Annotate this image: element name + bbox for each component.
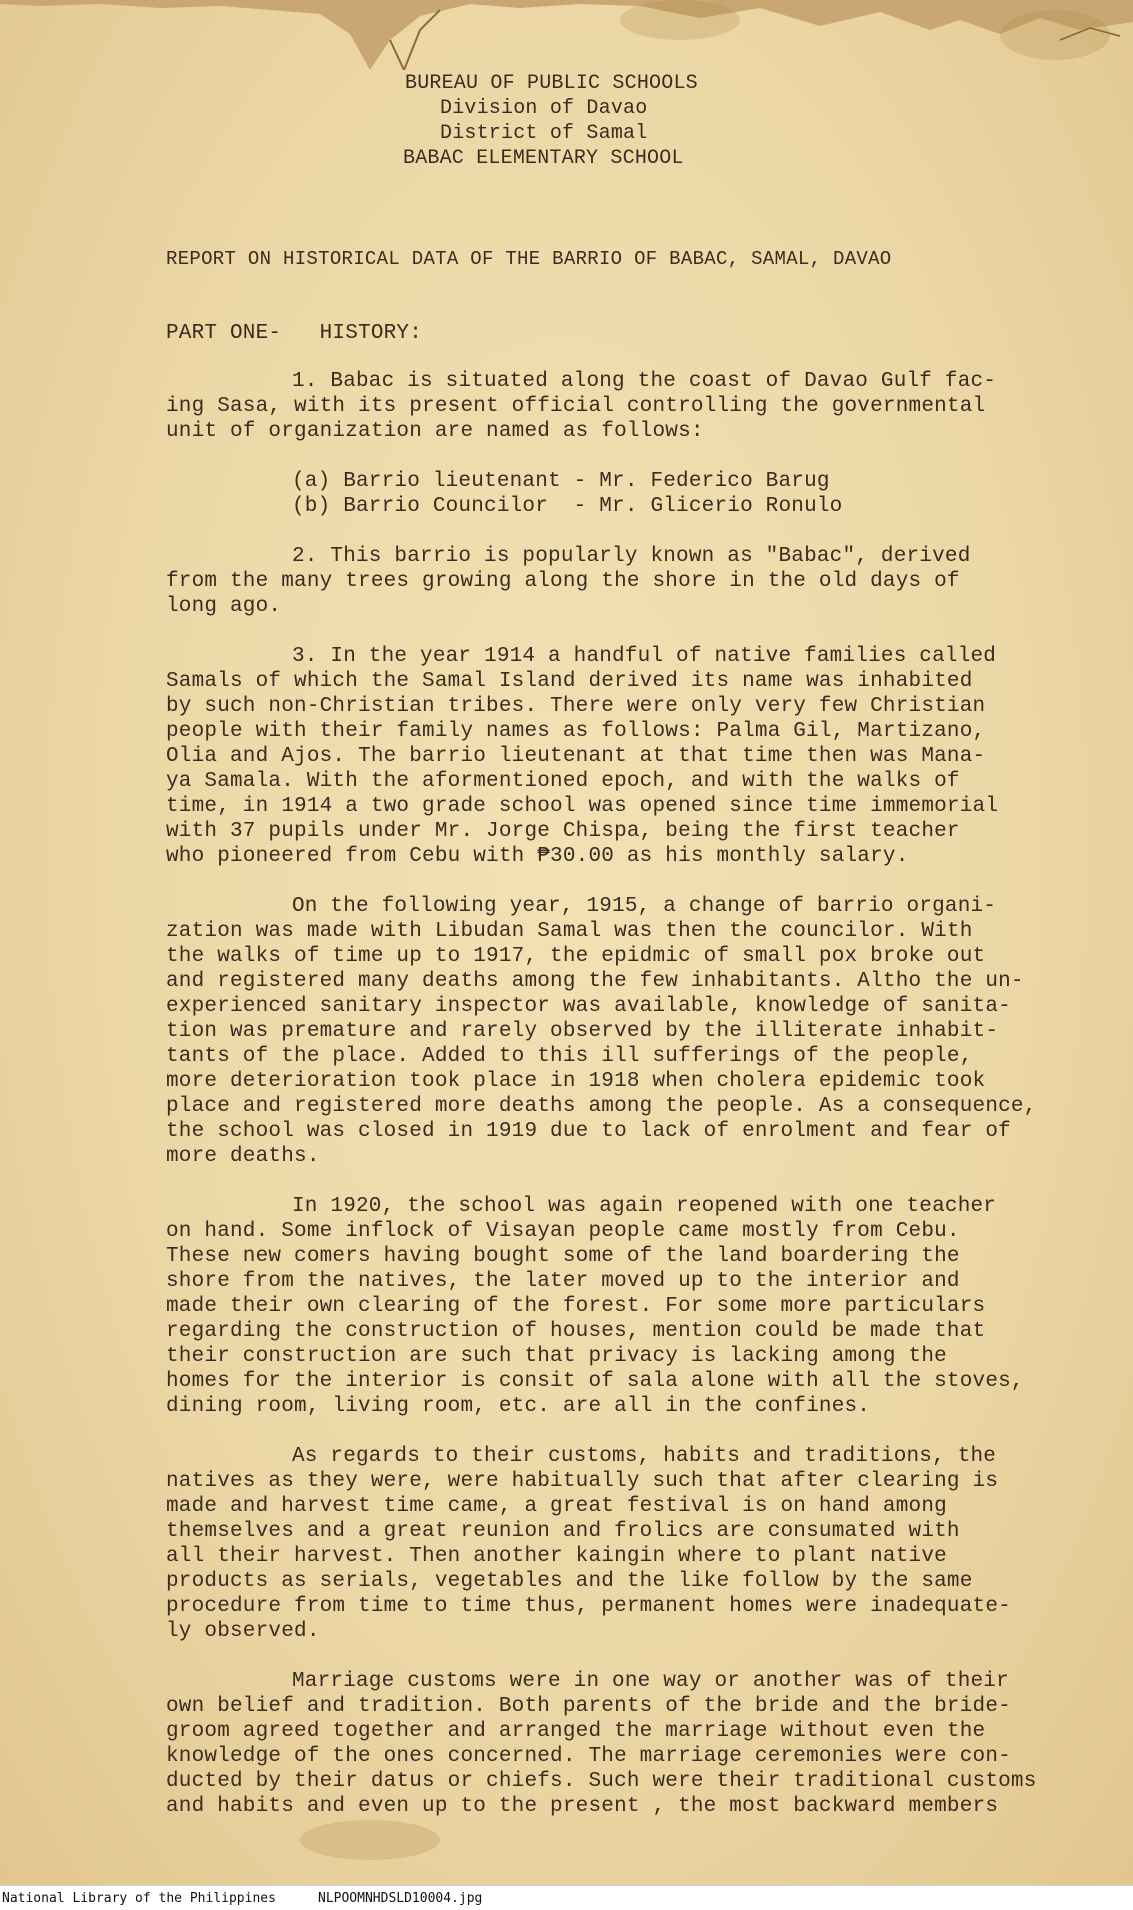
body-line: the school was closed in 1919 due to lack of enrolment and fear of bbox=[166, 1120, 1011, 1143]
body-line: and habits and even up to the present , the most backward members bbox=[166, 1795, 999, 1818]
body-line: their construction are such that privacy is lacking among the bbox=[166, 1345, 947, 1368]
body-line: procedure from time to time thus, permanent homes were inadequate- bbox=[166, 1595, 1011, 1618]
header-division: Division of Davao bbox=[440, 97, 648, 120]
body-line: homes for the interior is consit of sala alone with all the stoves, bbox=[166, 1370, 1024, 1393]
body-line: from the many trees growing along the shore in the old days of bbox=[166, 570, 960, 593]
body-line: ducted by their datus or chiefs. Such were their traditional customs bbox=[166, 1770, 1037, 1793]
body-line: with 37 pupils under Mr. Jorge Chispa, being the first teacher bbox=[166, 820, 960, 843]
body-line: regarding the construction of houses, mention could be made that bbox=[166, 1320, 986, 1343]
header-school: BABAC ELEMENTARY SCHOOL bbox=[403, 147, 684, 170]
body-line: ing Sasa, with its present official controlling the governmental bbox=[166, 395, 986, 418]
body-line: more deaths. bbox=[166, 1145, 320, 1168]
part-heading: PART ONE- HISTORY: bbox=[166, 322, 423, 345]
body-line: (a) Barrio lieutenant - Mr. Federico Barug bbox=[292, 470, 830, 493]
body-line: on hand. Some inflock of Visayan people came mostly from Cebu. bbox=[166, 1220, 960, 1243]
body-line: 3. In the year 1914 a handful of native families called bbox=[292, 645, 997, 668]
body-line: natives as they were, were habitually such that after clearing is bbox=[166, 1470, 999, 1493]
body-line: groom agreed together and arranged the marriage without even the bbox=[166, 1720, 986, 1743]
paper-stain bbox=[300, 1820, 440, 1860]
paper-stain bbox=[620, 0, 740, 40]
body-line: (b) Barrio Councilor - Mr. Glicerio Ronulo bbox=[292, 495, 843, 518]
body-line: ly observed. bbox=[166, 1620, 320, 1643]
body-line: made their own clearing of the forest. For some more particulars bbox=[166, 1295, 986, 1318]
body-line: As regards to their customs, habits and traditions, the bbox=[292, 1445, 997, 1468]
body-line: 1. Babac is situated along the coast of Davao Gulf fac- bbox=[292, 370, 997, 393]
paper-stain bbox=[1000, 10, 1110, 60]
body-line: themselves and a great reunion and frolics are consumated with bbox=[166, 1520, 960, 1543]
body-line: long ago. bbox=[166, 595, 282, 618]
header-district: District of Samal bbox=[440, 122, 648, 145]
body-line: and registered many deaths among the few inhabitants. Altho the un- bbox=[166, 970, 1024, 993]
body-line: tants of the place. Added to this ill sufferings of the people, bbox=[166, 1045, 973, 1068]
body-line: all their harvest. Then another kaingin where to plant native bbox=[166, 1545, 947, 1568]
body-line: shore from the natives, the later moved up to the interior and bbox=[166, 1270, 960, 1293]
body-line: Marriage customs were in one way or another was of their bbox=[292, 1670, 1009, 1693]
body-line: dining room, living room, etc. are all in the confines. bbox=[166, 1395, 871, 1418]
footer-filename: NLPOOMNHDSLD10004.jpg bbox=[318, 1891, 483, 1906]
body-line: tion was premature and rarely observed by the illiterate inhabit- bbox=[166, 1020, 999, 1043]
body-line: unit of organization are named as follows: bbox=[166, 420, 704, 443]
body-line: own belief and tradition. Both parents of the bride and the bride- bbox=[166, 1695, 1011, 1718]
body-line: products as serials, vegetables and the like follow by the same bbox=[166, 1570, 973, 1593]
torn-top-edge bbox=[0, 0, 1133, 70]
report-title: REPORT ON HISTORICAL DATA OF THE BARRIO OF BABAC, SAMAL, DAVAO bbox=[166, 248, 892, 270]
body-line: These new comers having bought some of the land boardering the bbox=[166, 1245, 960, 1268]
body-line: made and harvest time came, a great festival is on hand among bbox=[166, 1495, 947, 1518]
archive-footer bbox=[0, 1885, 1133, 1910]
body-line: Samals of which the Samal Island derived its name was inhabited bbox=[166, 670, 973, 693]
footer-library: National Library of the Philippines bbox=[2, 1891, 276, 1906]
body-line: experienced sanitary inspector was available, knowledge of sanita- bbox=[166, 995, 1011, 1018]
body-line: knowledge of the ones concerned. The marriage ceremonies were con- bbox=[166, 1745, 1011, 1768]
body-line: Olia and Ajos. The barrio lieutenant at that time then was Mana- bbox=[166, 745, 986, 768]
header-bureau: BUREAU OF PUBLIC SCHOOLS bbox=[405, 72, 698, 95]
body-line: more deterioration took place in 1918 when cholera epidemic took bbox=[166, 1070, 986, 1093]
body-line: zation was made with Libudan Samal was then the councilor. With bbox=[166, 920, 973, 943]
body-line: In 1920, the school was again reopened with one teacher bbox=[292, 1195, 997, 1218]
body-line: 2. This barrio is popularly known as "Babac", derived bbox=[292, 545, 971, 568]
body-line: people with their family names as follows: Palma Gil, Martizano, bbox=[166, 720, 986, 743]
body-line: the walks of time up to 1917, the epidmic of small pox broke out bbox=[166, 945, 986, 968]
body-line: On the following year, 1915, a change of barrio organi- bbox=[292, 895, 997, 918]
body-line: who pioneered from Cebu with ₱30.00 as his monthly salary. bbox=[166, 845, 909, 868]
body-line: time, in 1914 a two grade school was opened since time immemorial bbox=[166, 795, 999, 818]
body-line: place and registered more deaths among the people. As a consequence, bbox=[166, 1095, 1037, 1118]
body-line: ya Samala. With the aformentioned epoch, and with the walks of bbox=[166, 770, 960, 793]
body-line: by such non-Christian tribes. There were only very few Christian bbox=[166, 695, 986, 718]
